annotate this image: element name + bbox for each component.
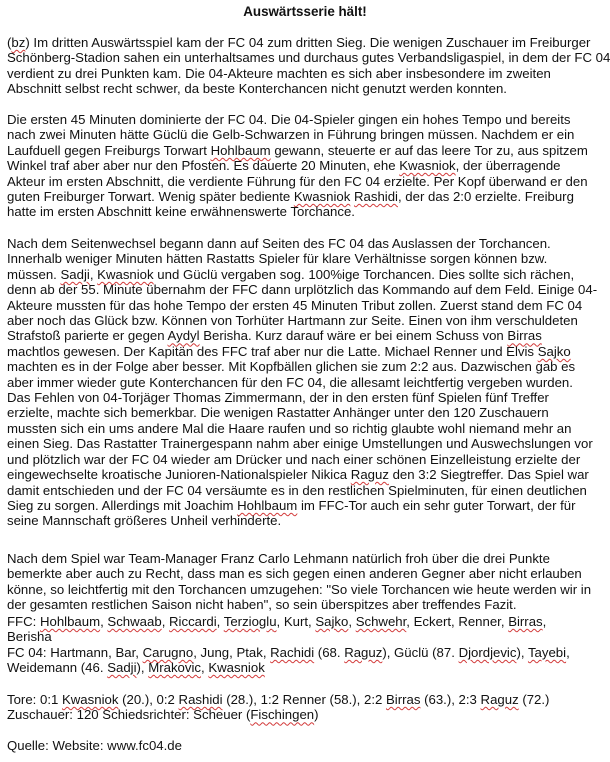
- match-stats: [7, 692, 603, 723]
- text-line: aber immer wieder gute Konterchancen für den FC 04, die allesamt leichtfertig vergeben wurden.: [7, 374, 573, 390]
- source-line: Quelle: Website: www.fc04.de: [7, 738, 182, 753]
- text-line: Winkel traf aber aber nur den Pfosten. Es dauerte 20 Minuten, ehe Kwasniok, der überragende: [7, 158, 561, 174]
- text-line: Abschnitt selbst recht schwer, da beste Konterchancen nicht genutzt werden konnten.: [7, 81, 507, 97]
- text-line: machten es in der Folge aber besser. Mit Kopfbällen glichen sie zum 2:2 aus. Dazwischen gab es: [7, 359, 576, 375]
- paragraph-intro: [7, 35, 610, 97]
- text-line: und plötzlich war der FC 04 wieder am Drücker und nach einer schönen Einzelleistung erzielte der: [7, 451, 581, 467]
- text-line: mussten sich ein ums andere Mal die Haare raufen und so richtig glaubte wohl niemand mehr an: [7, 420, 572, 436]
- text-line: Berisha: [7, 629, 52, 645]
- text-line: Nach dem Spiel war Team-Manager Franz Carlo Lehmann natürlich froh über die drei Punkte: [7, 551, 550, 566]
- text-line: Die ersten 45 Minuten dominierte der FC 04. Die 04-Spieler gingen ein hohes Tempo und bereits: [7, 112, 571, 127]
- text-line: Das Fehlen von 04-Torjäger Thomas Zimmermann, der in den ersten fünf Spielen fünf Treffer: [7, 390, 549, 406]
- text-line: Sieg zu sorgen. Allerdings mit Joachim Hohlbaum im FFC-Tor auch ein sehr guter Torwart, der für: [7, 497, 576, 513]
- text-line: könne, so leichtfertig mit den Torchancen umzugehen: "So viele Torchancen wie heute werden wir in: [7, 581, 592, 597]
- text-line: müssen. Sadji, Kwasniok und Güclü vergaben sog. 100%ige Torchancen. Dies sollte sich rächen,: [7, 266, 575, 282]
- lineups: [7, 614, 603, 676]
- text-line: Zuschauer: 120 Schiedsrichter: Scheuer (Fischingen): [7, 707, 319, 723]
- text-line: Nach dem Seitenwechsel begann dann auf Seiten des FC 04 das Auslassen der Torchancen.: [7, 236, 551, 251]
- paragraph-post-match: [7, 551, 603, 613]
- text-line: einen Sieg. Das Rastatter Trainergespann nahm aber einige Umstellungen und Auswechslungen vor: [7, 436, 593, 452]
- text-line: damit entschieden und der FC 04 versäumte es in den restlichen Spielminuten, für einen deutlichen: [7, 482, 587, 498]
- text-line: Strafstoß parierte er gegen Aydyl Berisha. Kurz darauf wäre er bei einem Schuss von Birras: [7, 328, 542, 344]
- text-line: denn ab der 55. Minute übernahm der FFC dann urplötzlich das Kommando auf dem Feld. Einige 04-: [7, 282, 598, 298]
- article-title: Auswärtsserie hält!: [243, 4, 367, 19]
- paragraph-first-half: [7, 112, 603, 220]
- text-line: Laufduell gegen Freiburgs Torwart Hohlbaum gewann, steuerte er auf das leere Tor zu, aus spitzem: [7, 142, 588, 158]
- text-line: Innerhalb weniger Minuten hätten Rastatts Spieler für klare Verhältnisse sorgen können bzw.: [7, 251, 548, 267]
- text-line: Akteure mussten für das hohe Tempo der ersten 45 Minuten Tribut zollen. Zuerst stand dem FC 04: [7, 297, 583, 313]
- text-line: Schönberg-Stadion sahen ein unterhaltsames und durchaus gutes Verbandsligaspiel, in dem der FC 04: [7, 50, 610, 66]
- text-line: FFC: Hohlbaum, Schwaab, Riccardi, Terzioglu, Kurt, Sajko, Schwehr, Eckert, Renner, Birras,: [7, 614, 547, 629]
- text-line: der gesamten restlichen Saison nicht haben", so sein überspitzes aber treffendes Fazit.: [7, 597, 517, 613]
- text-line: bemerkte aber auch zu Recht, dass man es sich gegen einen anderen Gegner aber nicht erlauben: [7, 566, 582, 582]
- text-line: machtlos gewesen. Der Kapitän des FFC traf aber nur die Latte. Michael Renner und Elvis Sajko: [7, 343, 571, 359]
- text-line: nach zwei Minuten hätte Güclü die Gelb-Schwarzen in Führung bringen müssen. Nachdem er ein: [7, 127, 575, 143]
- paragraph-second-half: [7, 236, 603, 529]
- text-line: guten Freiburger Torwart. Wenig später bediente Kwasniok Rashidi, der das 2:0 erzielte. Freiburg: [7, 189, 574, 205]
- text-line: FC 04: Hartmann, Bar, Carugno, Jung, Ptak, Rachidi (68. Raguz), Güclü (87. Djordjevic), Tayebi,: [7, 644, 570, 660]
- text-line: aber noch das Glück bzw. Können von Torhüter Hartmann zur Seite. Einen von ihm verschuldeten: [7, 313, 578, 329]
- text-line: hatte im ersten Abschnitt keine erwähnenswerte Torchance.: [7, 204, 355, 220]
- text-line: Tore: 0:1 Kwasniok (20.), 0:2 Rashidi (28.), 1:2 Renner (58.), 2:2 Birras (63.), 2:3 Raguz (72.): [7, 692, 550, 707]
- text-line: seine Mannschaft größeres Unheil verhinderte.: [7, 513, 282, 529]
- text-line: (bz) Im dritten Auswärtsspiel kam der FC 04 zum dritten Sieg. Die wenigen Zuschauer im Freiburger: [7, 35, 591, 50]
- text-line: erzielte, machte sich bemerkbar. Die wenigen Rastatter Anhänger unter den 120 Zuschauern: [7, 405, 549, 421]
- text-line: verdient zu drei Punkten kam. Die 04-Akteure machten es sich aber insbesondere im zweiten: [7, 65, 551, 81]
- text-line: eingewechselte kroatische Junioren-Nationalspieler Nikica Raguz den 3:2 Siegtreffer. Das Spiel war: [7, 467, 589, 483]
- text-line: Weidemann (46. Sadji), Mrakovic, Kwasniok: [7, 660, 265, 676]
- text-line: Akteur im ersten Abschnitt, die verdiente Führung für den FC 04 erzielte. Per Kopf überwand er den: [7, 173, 588, 189]
